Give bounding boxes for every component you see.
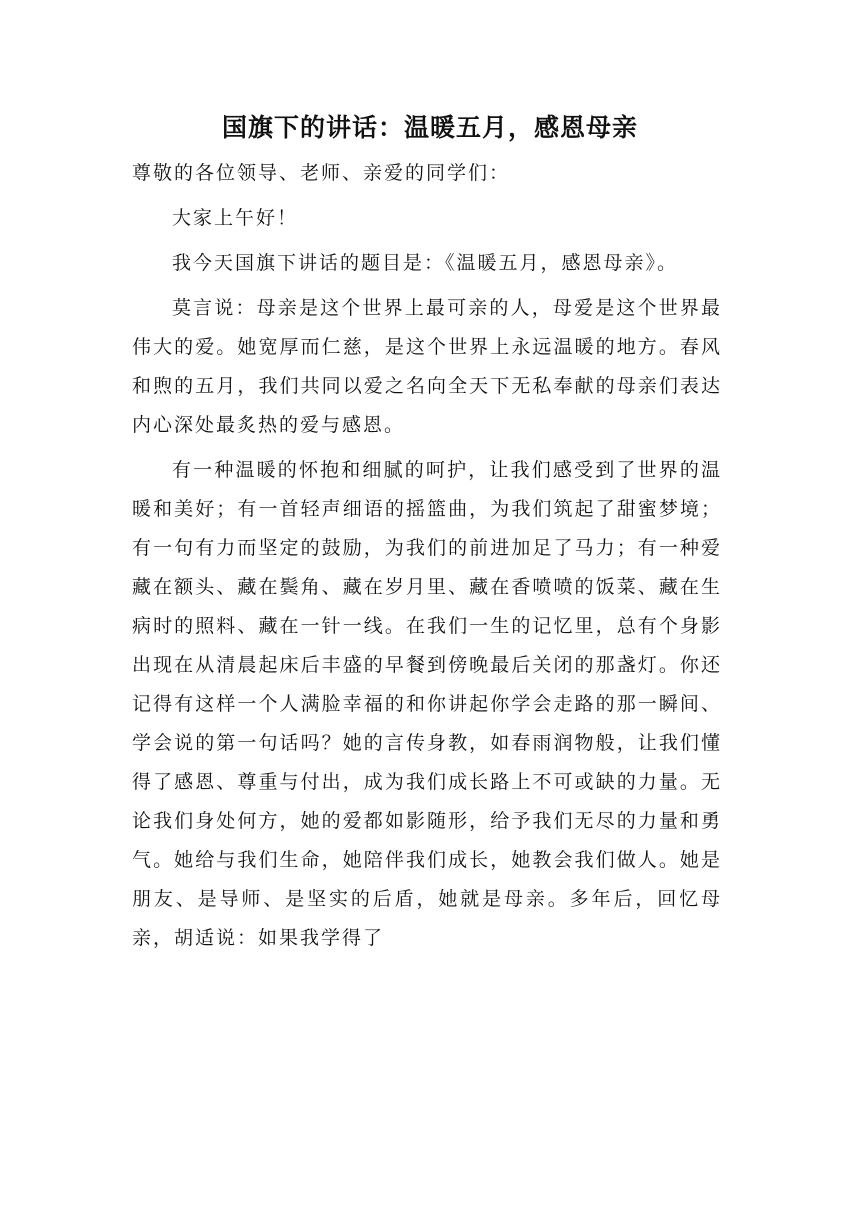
paragraph-main: 有一种温暖的怀抱和细腻的呵护，让我们感受到了世界的温暖和美好；有一首轻声细语的摇篮曲，为我们筑起了甜蜜梦境；有一句有力而坚定的鼓励，为我们的前进加足了马力；有一种爱藏在额头、藏在鬓角、藏在岁月里、藏在香喷喷的饭菜、藏在生病时的照料、藏在一针一线。在我们一生的记忆里，总有个身影出现在从清晨起床后丰盛的早餐到傍晚最后关闭的那盏灯。你还记得有这样一个人满脸幸福的和你讲起你学会走路的那一瞬间、学会说的第一句话吗？她的言传身教，如春雨润物般，让我们懂得了感恩、尊重与付出，成为我们成长路上不可或缺的力量。无论我们身处何方，她的爱都如影随形，给予我们无尽的力量和勇气。她给与我们生命，她陪伴我们成长，她教会我们做人。她是朋友、是导师、是坚实的后盾，她就是母亲。多年后，回忆母亲，胡适说：如果我学得了 (132, 459, 722, 949)
document-body (132, 154, 722, 958)
salutation: 尊敬的各位领导、老师、亲爱的同学们： (132, 162, 511, 184)
paragraph-quote: 莫言说：母亲是这个世界上最可亲的人，母爱是这个世界最伟大的爱。她宽厚而仁慈，是这个世界上永远温暖的地方。春风和煦的五月，我们共同以爱之名向全天下无私奉献的母亲们表达内心深处最炙热的爱与感恩。 (132, 297, 722, 436)
document-title: 国旗下的讲话：温暖五月，感恩母亲 (221, 113, 638, 142)
paragraph-greeting: 大家上午好！ (172, 207, 299, 229)
paragraph-topic: 我今天国旗下讲话的题目是：《温暖五月，感恩母亲》。 (172, 252, 679, 274)
